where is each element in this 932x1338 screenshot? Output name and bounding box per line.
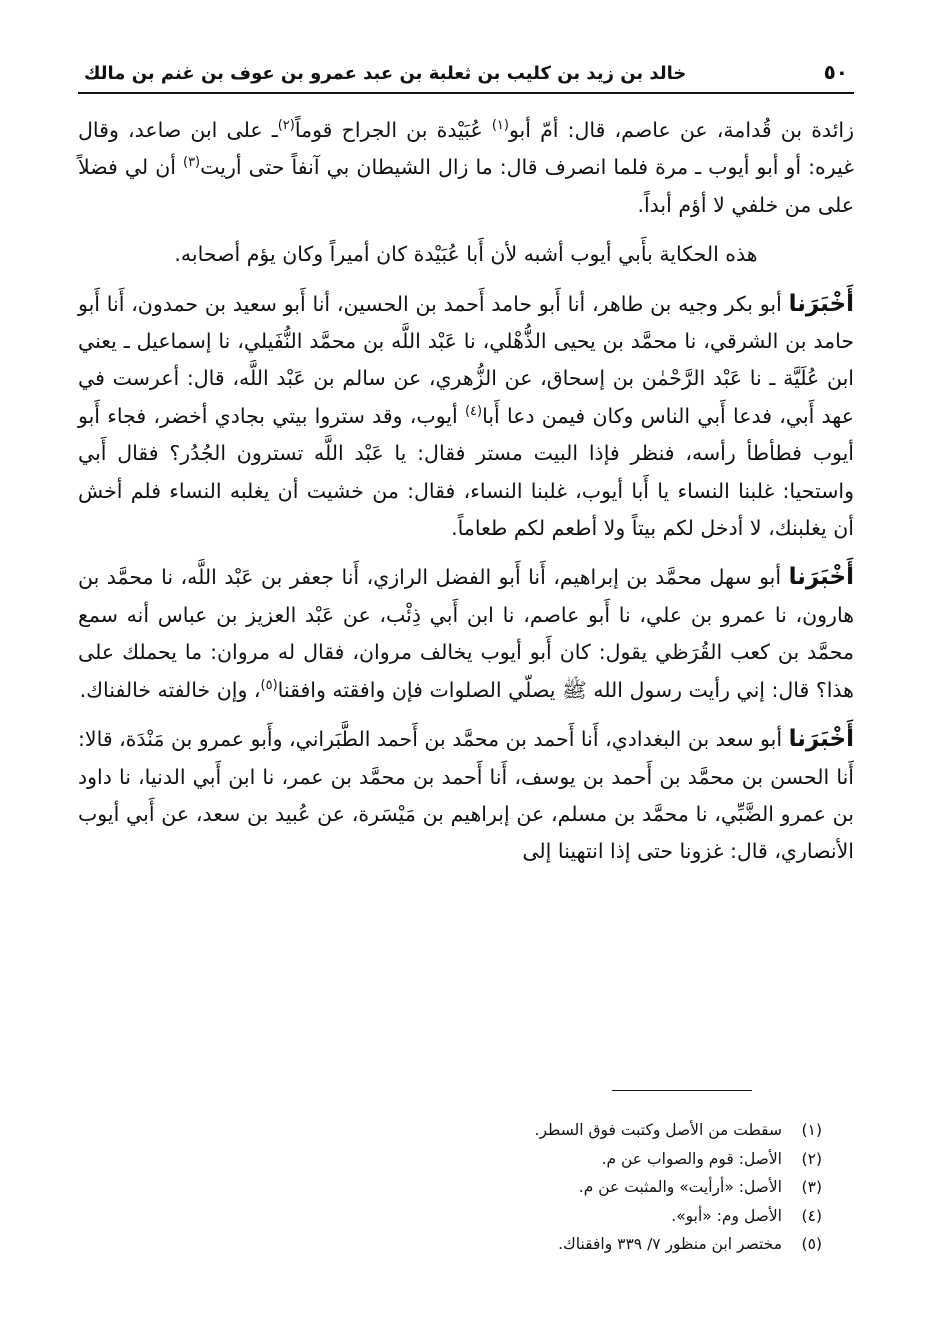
akhbarana-keyword: أَخْبَرَنا <box>788 290 854 317</box>
akhbarana-keyword: أَخْبَرَنا <box>788 726 854 753</box>
paragraph-1-text-c: ـ على ابن صاعد، وقال غيره: أو أبو أيوب ـ مرة فلما انصرف قال: ما زال الشيطان بي آنفاً حتى أريت <box>78 118 854 180</box>
footnote-item <box>142 1202 822 1231</box>
footnotes <box>142 1116 822 1259</box>
footnote-item <box>142 1145 822 1174</box>
footnote-ref-4: (٤) <box>464 404 483 420</box>
paragraph-5 <box>78 721 854 871</box>
running-title: خالد بن زيد بن كليب بن ثعلبة بن عبد عمرو بن عوف بن غنم بن مالك <box>84 63 687 84</box>
paragraph-1-text-a: زائدة بن قُدامة، عن عاصم، قال: أمّ أبو <box>508 118 854 142</box>
footnote-text: الأصل وم: «أبو». <box>671 1206 782 1225</box>
akhbarana-keyword: أَخْبَرَنا <box>788 564 854 591</box>
footnote-item <box>142 1116 822 1145</box>
footnote-item <box>142 1230 822 1259</box>
footnote-item <box>142 1173 822 1202</box>
footnote-ref-1: (١) <box>491 118 509 134</box>
footnote-text: الأصل: قوم والصواب عن م. <box>601 1149 782 1168</box>
footnote-divider <box>612 1090 752 1091</box>
footnote-number: (٣) <box>801 1178 822 1196</box>
paragraph-2: هذه الحكاية بأَبي أيوب أشبه لأن أَبا عُبَيْدة كان أميراً وكان يؤم أصحابه. <box>174 242 758 267</box>
paragraph-3-text-a: أبو بكر وجيه بن طاهر، أنا أَبو حامد أَحمد بن الحسين، أنا أَبو سعيد بن حمدون، أَنا أَبو حامد بن الشرقي، نا محمَّد بن يحيى الذُّهْلي، نا عَبْد اللَّه بن محمَّد النُّفَيلي، نا إسماعيل ـ يعني ابن عُلَيَّة ـ نا عَبْد الرَّحْمٰن بن إسحاق، عن الزُّهري، عن سالم بن عَبْد اللَّه، قال: أعرست في عهد أَبي، فدعا أَبي الناس وكان فيمن دعا أَبا <box>78 291 854 428</box>
footnote-text: الأصل: «أرأيت» والمثبت عن م. <box>578 1178 782 1196</box>
paragraph-3-text-b: أيوب، وقد ستروا بيتي بجادي أخضر، فجاء أَبو أيوب فطأطأ رأسه، فنظر فإذا البيت مستر فقال: يا عَبْد اللَّه تسترون الجُدُر؟ فقال أَبي واستحيا: غلبنا النساء يا أَبا أيوب، غلبنا النساء، فقال: من خشيت أن يغلبه النساء فلم أخش أن يغلبنك، لا أدخل لكم بيتاً ولا أطعم لكم طعاماً. <box>78 403 854 541</box>
footnote-ref-2: (٢) <box>277 118 295 134</box>
paragraph-1-text-d: أن لي فضلاً على من خلفي لا أؤم أبداً. <box>78 155 854 217</box>
footnote-number: (١) <box>801 1121 822 1139</box>
footnote-number: (٥) <box>801 1235 822 1253</box>
paragraph-1-text-b: عُبَيْدة بن الجراح قوماً <box>294 118 492 142</box>
paragraph-4 <box>78 559 854 709</box>
paragraph-3 <box>78 286 854 548</box>
page-number: ٥٠ <box>823 60 848 84</box>
paragraph-5-text: أبو سعد بن البغدادي، أَنا أَحمد بن محمَّد بن أَحمد الطَّبَراني، وأَبو عمرو بن مَنْدَة، قالا: أَنا الحسن بن محمَّد بن أَحمد بن يوسف، أَنا أَحمد بن محمَّد بن عمر، نا ابن أَبي الدنيا، نا داود بن عمرو الضَّبِّي، نا محمَّد بن مسلم، عن إبراهيم بن مَيْسَرة، عن عُبيد بن سعد، عن أَبي أيوب الأنصاري، قال: غزونا حتى إذا انتهينا إلى <box>78 727 854 864</box>
main-text <box>78 112 854 871</box>
footnote-number: (٢) <box>801 1149 822 1168</box>
footnote-number: (٤) <box>801 1206 822 1225</box>
running-header <box>78 60 854 94</box>
footnote-ref-5: (٥) <box>260 677 278 693</box>
paragraph-1 <box>78 112 854 224</box>
footnote-ref-3: (٣) <box>182 155 201 171</box>
footnote-text: مختصر ابن منظور ٧/ ٣٣٩ وافقناك. <box>558 1235 782 1253</box>
footnote-text: سقطت من الأصل وكتبت فوق السطر. <box>534 1121 782 1139</box>
paragraph-4-text-a: أبو سهل محمَّد بن إبراهيم، أَنا أَبو الفضل الرازي، أَنا جعفر بن عَبْد اللَّه، نا محمَّد بن هارون، نا عمرو بن علي، نا أَبو عاصم، نا ابن أَبي ذِئْب، عن عَبْد العزيز بن عباس أنه سمع محمَّد بن كعب القُرَظي يقول: كان أَبو أيوب يخالف مروان، فقال له مروان: ما يحملك على هذا؟ قال: إني رأيت رسول الله ﷺ يصلّي الصلوات فإن وافقته وافقنا <box>78 565 854 702</box>
paragraph-4-text-b: ، وإن خالفته خالفناك. <box>79 677 261 702</box>
